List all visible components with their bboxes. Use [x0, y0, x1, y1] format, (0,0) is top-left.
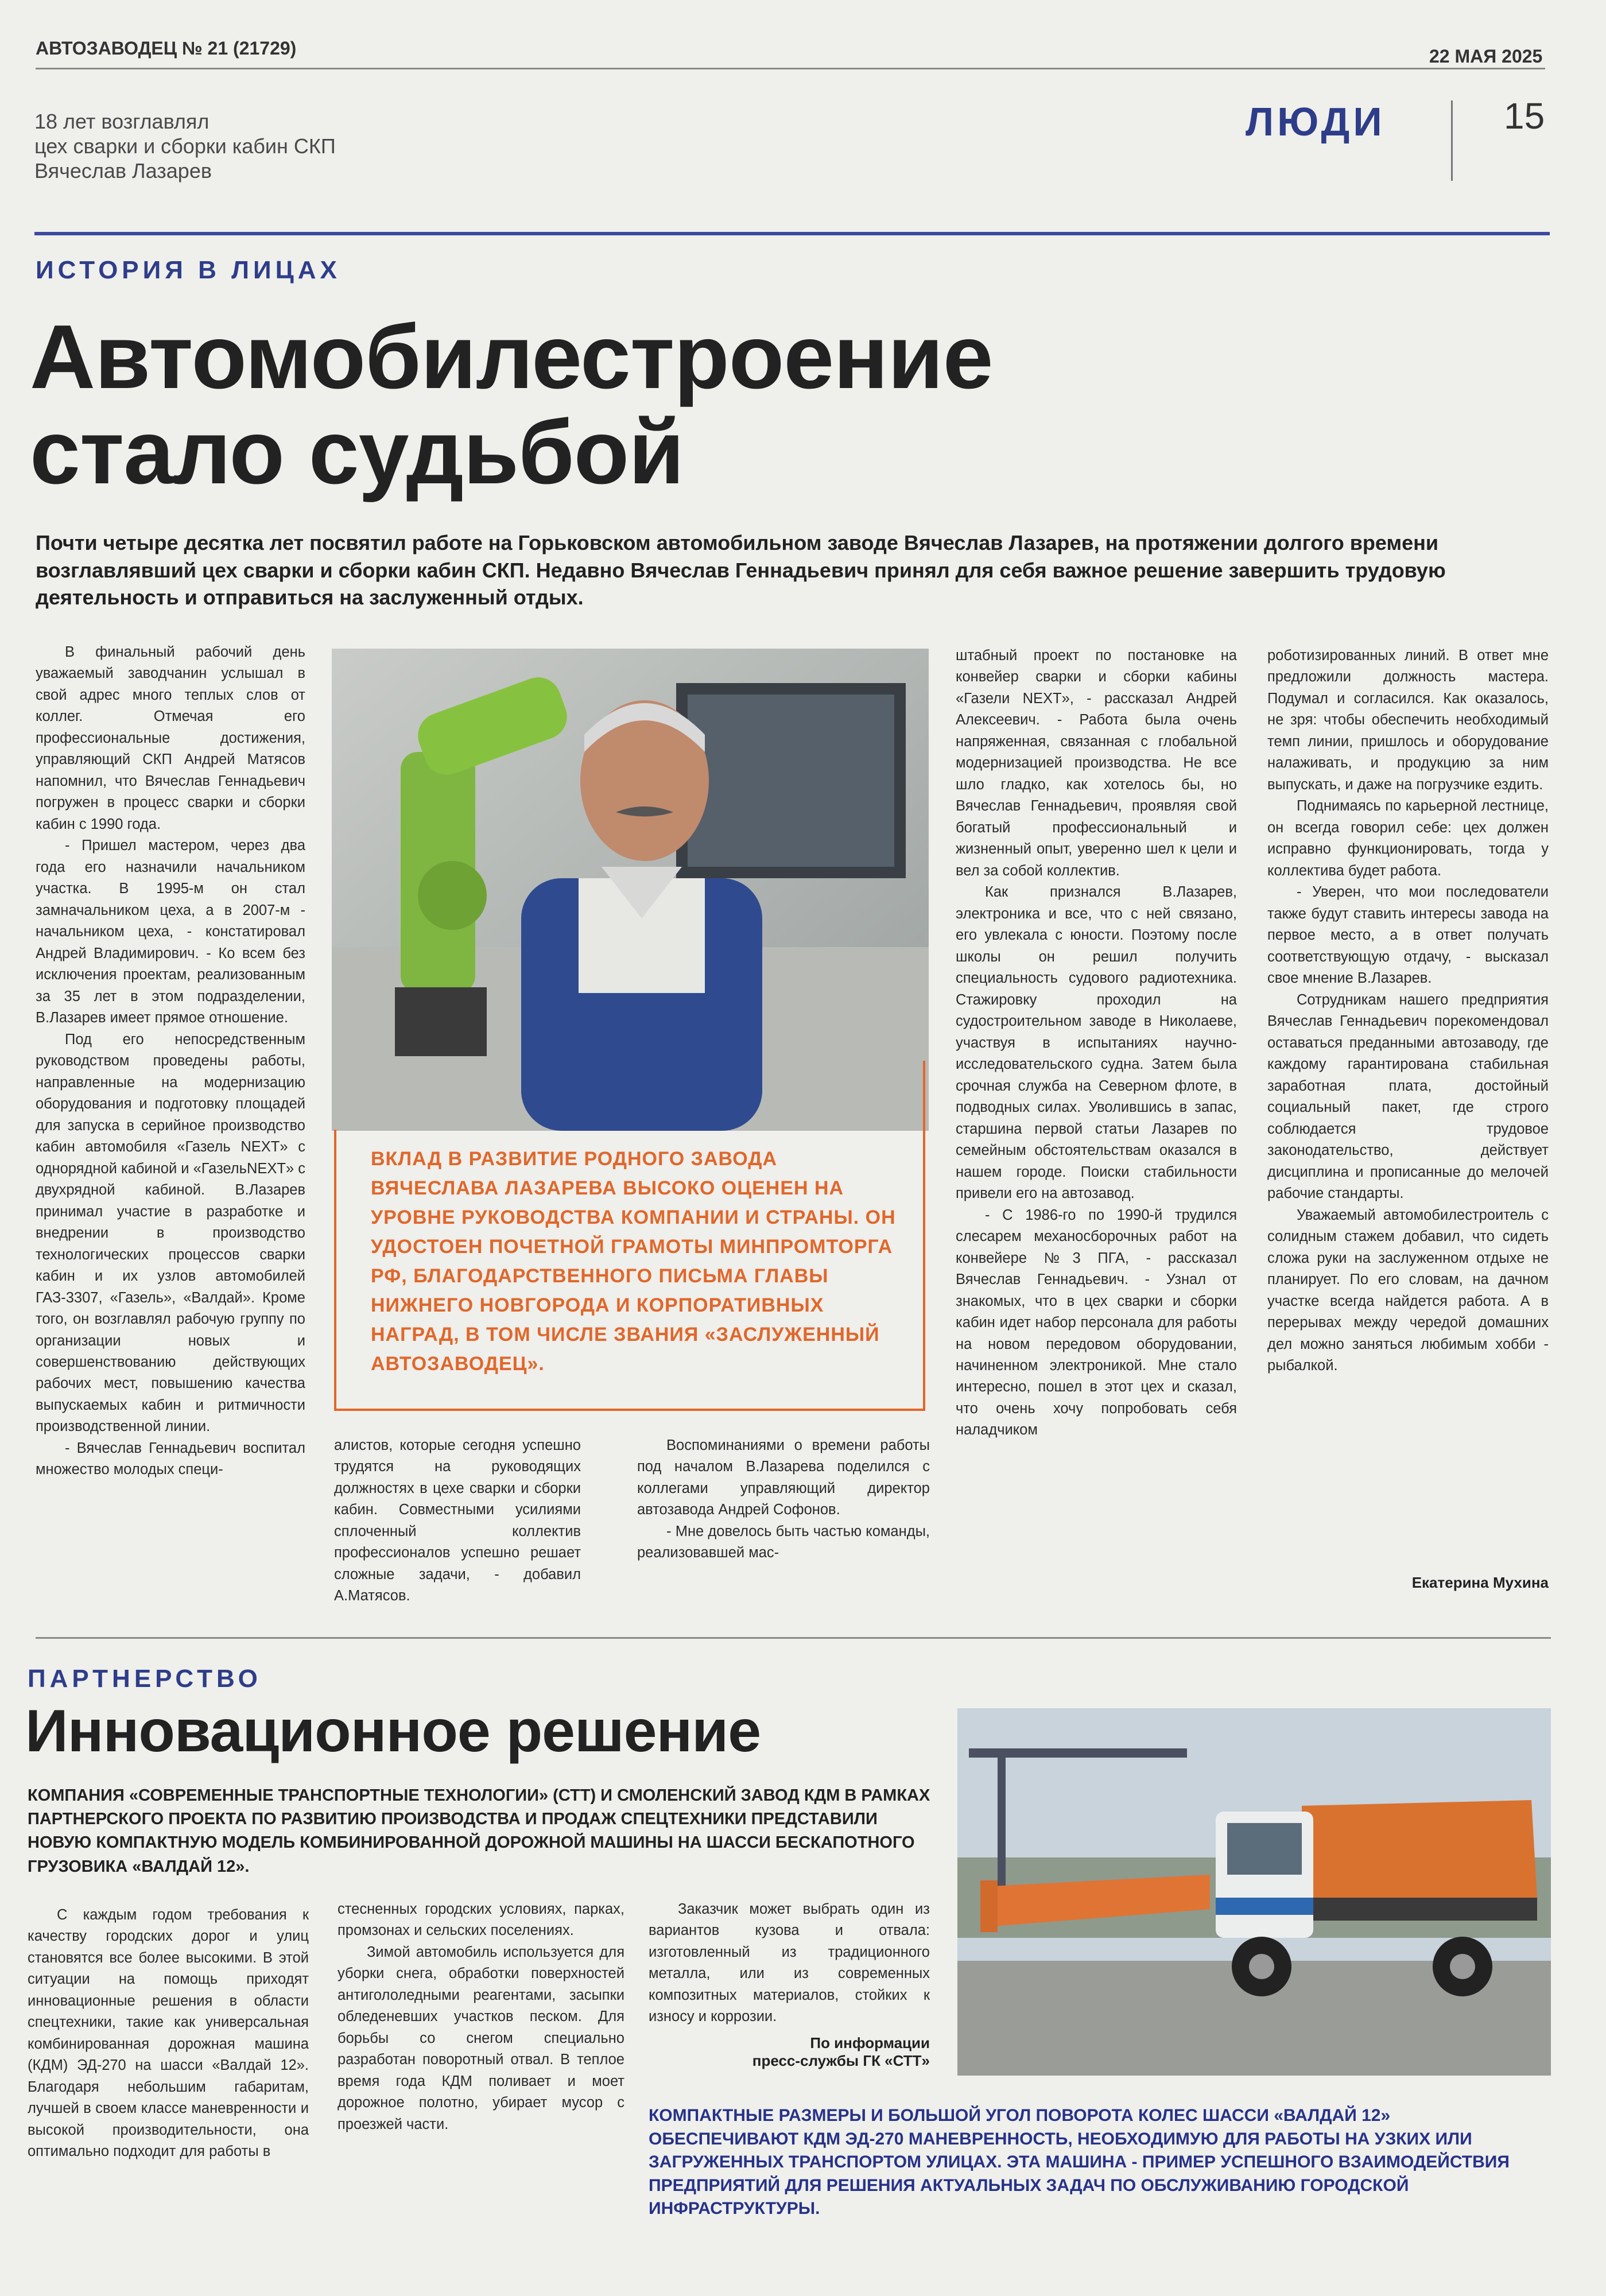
truck-caption: КОМПАКТНЫЕ РАЗМЕРЫ И БОЛЬШОЙ УГОЛ ПОВОРОТА КОЛЕС ШАССИ «ВАЛДАЙ 12» ОБЕСПЕЧИВАЮТ КДМ ЭД-270 МАНЕВРЕННОСТЬ, НЕОБХОДИМУЮ ДЛЯ РАБОТЫ НА УЗКИХ ИЛИ ЗАГРУЖЕННЫХ ТРАНСПОРТОМ УЛИЦАХ. ЭТА МАШИНА - ПРИМЕР УСПЕШНОГО ВЗАИМОДЕЙСТВИЯ ПРЕДПРИЯТИЙ ДЛЯ РЕШЕНИЯ АКТУАЛЬНЫХ ЗАДАЧ ПО ОБСЛУЖИВАНИЮ ГОРОДСКОЙ ИНФРАСТРУКТУРЫ.: [649, 2106, 1510, 2218]
article2-column-3: [649, 1899, 930, 2028]
article2-column-2: [338, 1899, 624, 2135]
paragraph: - Вячеслав Геннадьевич воспитал множество молодых специ-: [36, 1440, 305, 1478]
paragraph: Как признался В.Лазарев, электроника и все, что с ней связано, его увлекала с юности. Поэтому после школы он решил получить специальность судового радиотехника. Стажировку проходил на судостроительном заводе в Николаеве, участвуя в испытаниях научно-исследовательского судна. Затем была срочная служба на Северном флоте, в подводных силах. Уволившись в запас, старшина первой статьи Лазарев по семейным обстоятельствам оказался в нашем городе. Поиски стабильности привели его на автозавод.: [956, 884, 1237, 1202]
article2-title: Инновационное решение: [25, 1698, 761, 1764]
article1-author: Екатерина Мухина: [1411, 1574, 1549, 1591]
page-number: 15: [1504, 95, 1545, 137]
section-label: ЛЮДИ: [1246, 99, 1386, 144]
paragraph: - С 1986-го по 1990-й трудился слесарем механосборочных работ на конвейере №3 ПГА, - рассказал Вячеслав Геннадьевич. - Узнал от знакомых, что в цех сварки и сборки кабин идет набор персонала для работы на новом передовом оборудовании, начиненном электроникой. Мне стало интересно, пошел в этот цех и сказал, что очень хочу попробовать себя наладчиком: [956, 1207, 1237, 1438]
teaser: [34, 109, 336, 184]
paragraph: Уважаемый автомобилестроитель с солидным стажем добавил, что сидеть сложа руки на заслуженном отдыхе не планирует. По его словам, на дачном участке всегда найдется работа. А в перерывах между чередой домашних дел можно заняться любимым хобби - рыбалкой.: [1267, 1207, 1549, 1374]
paragraph: Воспоминаниями о времени работы под началом В.Лазарева поделился с коллегами управляющий директор автозавода Андрей Софонов.: [637, 1437, 930, 1518]
article1-title-line: Автомобилестроение: [30, 307, 993, 408]
paragraph: Зимой автомобиль используется для уборки снега, обработки поверхностей антигололедными реагентами, засыпки обледеневших участков песком. Для борьбы со снегом специально разработан поворотный отвал. В теплое время года КДМ поливает и моет дорожное полотно, убирает мусор с проезжей части.: [338, 1944, 624, 2132]
article1-column-3: [956, 645, 1237, 1441]
quote-box: [334, 1130, 925, 1411]
article-divider: [36, 1637, 1551, 1639]
teaser-line: 18 лет возглавлял: [34, 110, 210, 133]
paragraph: В финальный рабочий день уважаемый заводчанин услышал в свой адрес много теплых слов от коллег. Отмечая его профессиональные достижения, управляющий СКП Андрей Матясов напомнил, что Вячеслав Геннадьевич погружен в процесс сварки и сборки кабин с 1990 года.: [36, 644, 305, 832]
article2-lead: КОМПАНИЯ «СОВРЕМЕННЫЕ ТРАНСПОРТНЫЕ ТЕХНОЛОГИИ» (СТТ) И СМОЛЕНСКИЙ ЗАВОД КДМ В РАМКАХ ПАРТНЕРСКОГО ПРОЕКТА ПО РАЗВИТИЮ ПРОИЗВОДСТВА И ПРОДАЖ СПЕЦТЕХНИКИ ПРЕДСТАВИЛИ НОВУЮ КОМПАКТНУЮ МОДЕЛЬ КОМБИНИРОВАННОЙ ДОРОЖНОЙ МАШИНЫ НА ШАССИ БЕСКАПОТНОГО ГРУЗОВИКА «ВАЛДАЙ 12».: [28, 1786, 930, 1876]
paragraph: алистов, которые сегодня успешно трудятся на руководящих должностях в цехе сварки и сборки кабин. Совместными усилиями сплоченный коллектив профессионалов успешно решает сложные задачи, - добавил А.Матясов.: [334, 1437, 581, 1604]
issue-date: 22 МАЯ 2025: [1429, 46, 1543, 67]
article1-kicker: ИСТОРИЯ В ЛИЦАХ: [36, 256, 341, 284]
paragraph: штабный проект по постановке на конвейер сварки и сборки кабины «Газели NEXT», - рассказал Андрей Алексеевич. - Работа была очень напряженная, связанная с глобальной модернизацией производства. Не все шло гладко, как хотелось бы, но Вячеслав Геннадьевич, проявляя свой богатый профессиональный и жизненный опыт, уверенно шел к цели и вел за собой коллектив.: [956, 647, 1237, 879]
paragraph: Поднимаясь по карьерной лестнице, он всегда говорил себе: цех должен исправно функционировать, тогда у коллектива будет работа.: [1267, 798, 1549, 879]
section-divider: [1451, 100, 1453, 181]
article1-column-2b: [637, 1435, 930, 1564]
truck-illustration: [957, 1708, 1551, 2076]
paragraph: С каждым годом требования к качеству городских дорог и улиц становятся все более высокими. В этой ситуации на помощь приходят инновационные решения в области спецтехники, такие как универсальная комбинированная дорожная машина (КДМ) ЭД-270 на шасси «Валдай 12». Благодаря небольшим габаритам, лучшей в своем классе маневренности и высокой производительности, она оптимально подходит для работы в: [28, 1907, 309, 2160]
article1-column-1: [36, 642, 305, 1481]
source-line: пресс-службы ГК «СТТ»: [752, 2052, 930, 2069]
article1-title: [30, 307, 993, 503]
paragraph: роботизированных линий. В ответ мне предложили должность мастера. Подумал и согласился. Как оказалось, не зря: чтобы обеспечить необходимый темп линии, пришлось и оборудование налаживать, и продукцию за ним выпускать, и даже на погрузчике ездить.: [1267, 647, 1549, 793]
article1-column-2: [334, 1435, 581, 1607]
paragraph: Сотрудникам нашего предприятия Вячеслав Геннадьевич порекомендовал оставаться преданными автозаводу, где каждому гарантирована стабильная заработная плата, достойный социальный пакет, где строго соблюдается трудовое законодательство, действует дисциплина и прописанные до мелочей рабочие стандарты.: [1267, 991, 1549, 1202]
paragraph: - Мне довелось быть частью команды, реализовавшей мас-: [637, 1523, 930, 1561]
section-rule: [34, 232, 1550, 235]
portrait-photo: [332, 649, 929, 1131]
paragraph: - Уверен, что мои последователи также будут ставить интересы завода на первое место, а в ответ получать соответствующую отдачу, - высказал свое мнение В.Лазарев.: [1267, 884, 1549, 987]
paragraph: Под его непосредственным руководством проведены работы, направленные на модернизацию оборудования и подготовку площадей для запуска в серийное производство кабин автомобиля «Газель NEXT» с однорядной кабиной и «ГазельNEXT» с двухрядной кабиной. В.Лазарев принимал участие в разработке и внедрении в производство технологических процессов сварки кабин и их узлов автомобилей ГАЗ-3307, «Газель», «Валдай». Кроме того, он возглавлял рабочую группу по организации новых и совершенствованию действующих рабочих мест, повышению качества выпускаемых кабин и ритмичности производственной линии.: [36, 1031, 305, 1435]
paragraph: стесненных городских условиях, парках, промзонах и сельских поселениях.: [338, 1901, 624, 1939]
issue-number: АВТОЗАВОДЕЦ № 21 (21729): [36, 38, 297, 59]
article1-title-line: стало судьбой: [30, 401, 684, 503]
article2-column-1: [28, 1905, 309, 2163]
article2-kicker: ПАРТНЕРСТВО: [28, 1665, 262, 1693]
quote-frame-left: [334, 1130, 336, 1411]
source-line: По информации: [810, 2034, 930, 2051]
quote-frame-right: [923, 1061, 925, 1411]
article2-source: [649, 2034, 930, 2070]
quote-frame-bottom: [334, 1409, 925, 1411]
truck-photo: [957, 1708, 1551, 2076]
quote-text: ВКЛАД В РАЗВИТИЕ РОДНОГО ЗАВОДА ВЯЧЕСЛАВА ЛАЗАРЕВА ВЫСОКО ОЦЕНЕН НА УРОВНЕ РУКОВОДСТВА КОМПАНИИ И СТРАНЫ. ОН УДОСТОЕН ПОЧЕТНОЙ ГРАМОТЫ МИНПРОМТОРГА РФ, БЛАГОДАРСТВЕННОГО ПИСЬМА ГЛАВЫ НИЖНЕГО НОВГОРОДА И КОРПОРАТИВНЫХ НАГРАД, В ТОМ ЧИСЛЕ ЗВАНИЯ «ЗАСЛУЖЕННЫЙ АВТОЗАВОДЕЦ».: [371, 1148, 896, 1375]
teaser-line: цех сварки и сборки кабин СКП: [34, 134, 336, 158]
article1-lead: Почти четыре десятка лет посвятил работе на Горьковском автомобильном заводе Вячеслав Лазарев, на протяжении долгого времени возглавлявший цех сварки и сборки кабин СКП. Недавно Вячеслав Геннадьевич принял для себя важное решение завершить трудовую деятельность и отправиться на заслуженный отдых.: [36, 531, 1446, 610]
paragraph: Заказчик может выбрать один из вариантов кузова и отвала: изготовленный из традиционного металла, или из современных композитных материалов, стойких к износу и коррозии.: [649, 1901, 930, 2025]
portrait-illustration: [332, 649, 929, 1131]
article1-column-4: [1267, 645, 1549, 1376]
teaser-line: Вячеслав Лазарев: [34, 159, 212, 183]
paragraph: - Пришел мастером, через два года его назначили начальником участка. В 1995-м он стал замначальником цеха, а в 2007-м - начальником цеха, - констатировал Андрей Владимирович. - Ко всем без исключения проектам, реализованным за 35 лет в этом подразделении, В.Лазарев имеет прямое отношение.: [36, 837, 305, 1026]
header-rule: [36, 68, 1545, 69]
